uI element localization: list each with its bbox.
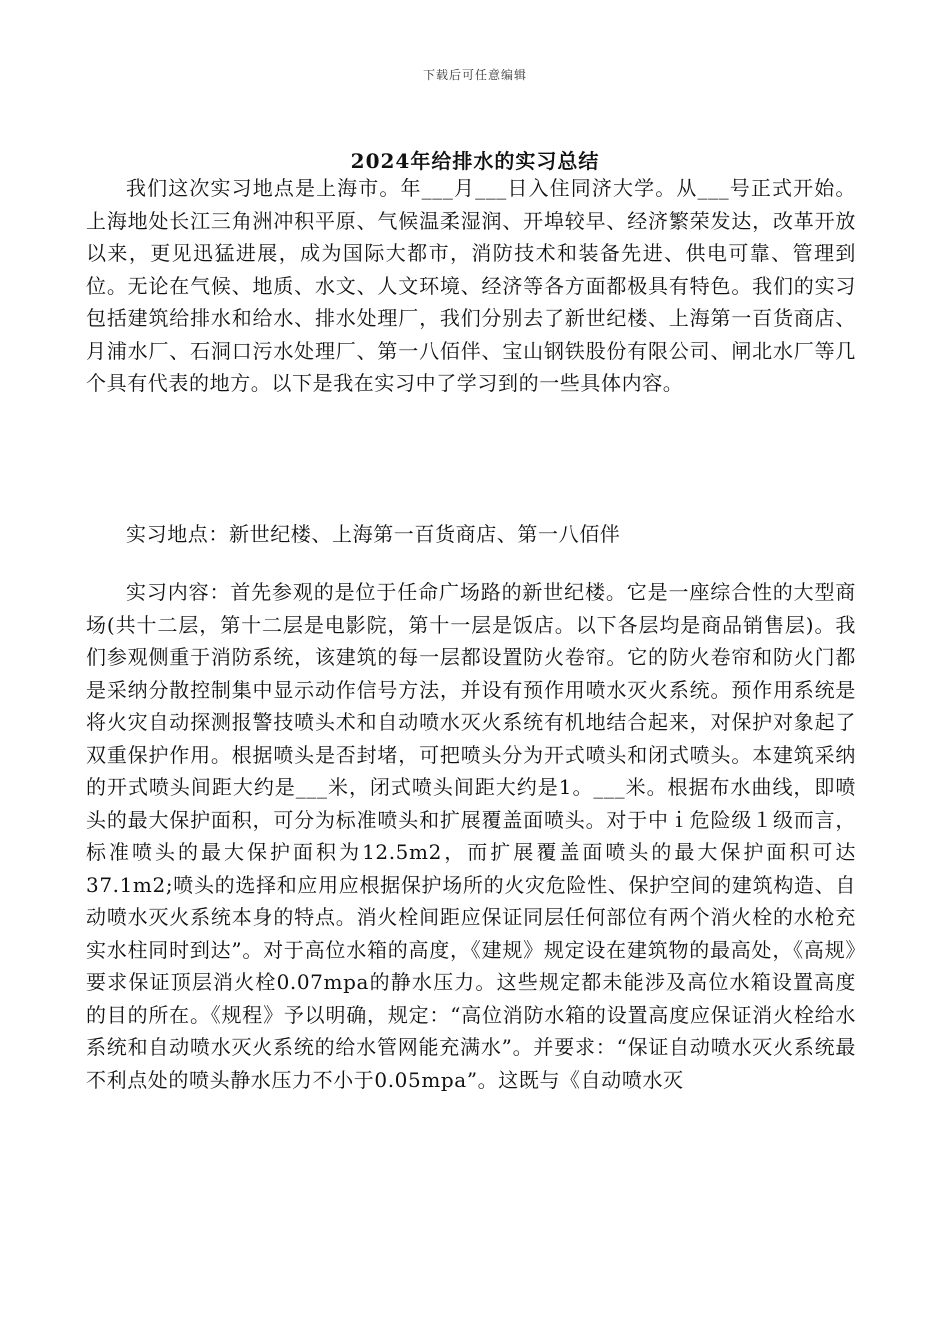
header-note: 下载后可任意编辑 bbox=[422, 68, 527, 82]
paragraph-content: 实习内容：首先参观的是位于任命广场路的新世纪楼。它是一座综合性的大型商场(共十二层，第十二层是电影院，第十一层是饭店。以下各层均是商品销售层)。我们参观侧重于消防系统，该建筑的每一层都设置防火卷帘。它的防火卷帘和防火门都是采纳分散控制集中显示动作信号方法，并设有预作用喷水灭火系统。预作用系统是将火灾自动探测报警技喷头术和自动喷水灭火系统有机地结合起来，对保护对象起了双重保护作用。根据喷头是否封堵，可把喷头分为开式喷头和闭式喷头。本建筑采纳的开式喷头间距大约是___米，闭式喷头间距大约是1。___米。根据布水曲线，即喷头的最大保护面积，可分为标准喷头和扩展覆盖面喷头。对于中ｉ危险级１级而言，标准喷头的最大保护面积为12.5m2，而扩展覆盖面喷头的最大保护面积可达37.1m2;喷头的选择和应用应根据保护场所的火灾危险性、保护空间的建筑构造、自动喷水灭火系统本身的特点。消火栓间距应保证同层任何部位有两个消火栓的水枪充实水柱同时到达”。对于高位水箱的高度，《建规》规定设在建筑物的最高处，《高规》要求保证顶层消火栓0.07mpa的静水压力。这些规定都未能涉及高位水箱设置高度的目的所在。《规程》予以明确，规定：“高位消防水箱的设置高度应保证消火栓给水系统和自动喷水灭火系统的给水管网能充满水”。并要求：“保证自动喷水灭火系统最不利点处的喷头静水压力不小于0.05mpa”。这既与《自动喷水灭 bbox=[86, 580, 856, 1092]
paragraph-intro: 我们这次实习地点是上海市。年___月___日入住同济大学。从___号正式开始。上海地处长江三角洲冲积平原、气候温柔湿润、开埠较早、经济繁荣发达，改革开放以来，更见迅猛进展，成为国际大都市，消防技术和装备先进、供电可靠、管理到位。无论在气候、地质、水文、人文环境、经济等各方面都极具有特色。我们的实习包括建筑给排水和给水、排水处理厂，我们分别去了新世纪楼、上海第一百货商店、月浦水厂、石洞口污水处理厂、第一八佰伴、宝山钢铁股份有限公司、闸北水厂等几个具有代表的地方。以下是我在实习中了学习到的一些具体内容。 bbox=[86, 176, 856, 395]
document-title: 2024年给排水的实习总结 bbox=[350, 149, 600, 173]
paragraph-location: 实习地点：新世纪楼、上海第一百货商店、第一八佰伴 bbox=[126, 522, 621, 546]
